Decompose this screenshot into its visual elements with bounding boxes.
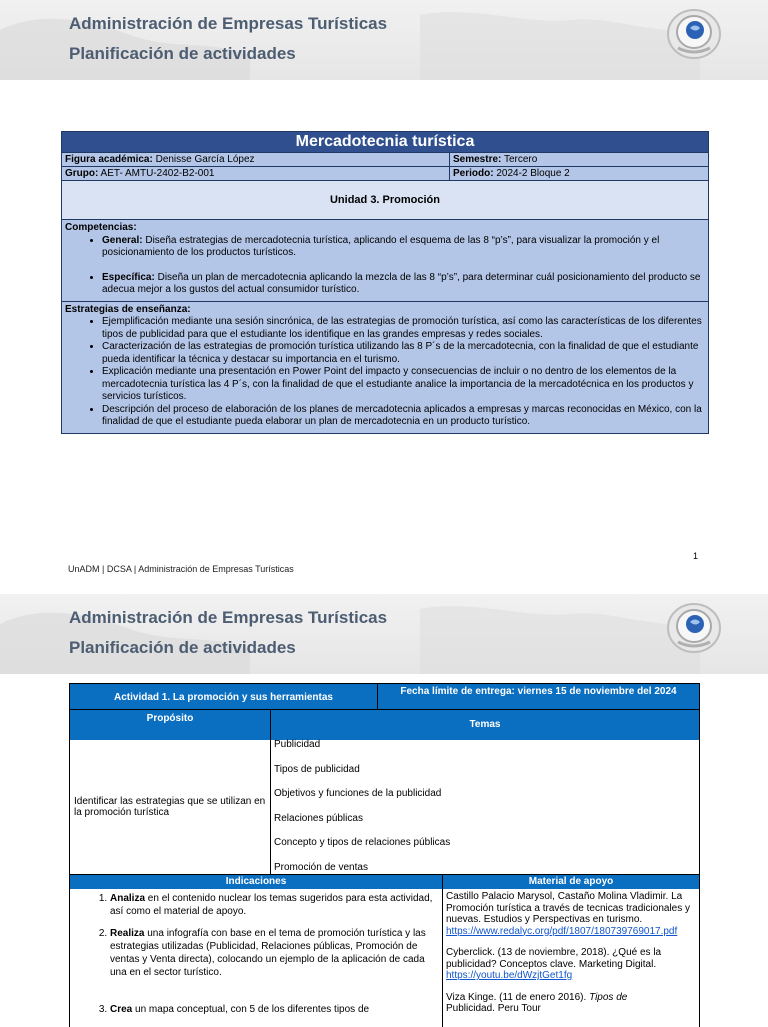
figura-value: Denisse García López bbox=[152, 154, 255, 165]
material-link[interactable]: https://www.redalyc.org/pdf/1807/180739769017.pdf bbox=[446, 925, 678, 937]
material-link[interactable]: https://youtu.be/dWzjtGet1fg bbox=[446, 970, 573, 981]
material-item: Castillo Palacio Marysol, Castaño Molina Vladimir. La Promoción turística a través de tecnicas tradicionales y nuevas. Estudios y Perspectivas en turismo. https://www.redalyc.org/pdf/1807/180739769017.pdf bbox=[446, 891, 690, 937]
page-header-banner bbox=[0, 0, 768, 80]
activity-table bbox=[69, 683, 700, 1027]
material-item: Viza Kinge. (11 de enero 2016). Tipos de Publicidad. Peru Tour bbox=[446, 991, 628, 1014]
tema-item: Concepto y tipos de relaciones públicas bbox=[274, 837, 451, 849]
indicaciones-header: Indicaciones bbox=[69, 875, 442, 889]
tema-item: Relaciones públicas bbox=[274, 812, 363, 824]
estrategias-section bbox=[62, 302, 708, 433]
indicacion-item: 1. Analiza en el contenido nuclear los temas sugeridos para esta actividad, así como el material de apoyo. bbox=[110, 892, 442, 918]
activity-title: Actividad 1. La promoción y sus herramientas bbox=[69, 683, 377, 710]
competencia-general: • General: Diseña estrategias de mercadotecnia turística, aplicando el esquema de las 8 “p’s”, para visualizar la promoción y el posicionamiento de los productos turísticos. bbox=[102, 235, 705, 260]
unit-title: Unidad 3. Promoción bbox=[62, 181, 708, 220]
estrategia-item: • Ejemplificación mediante una sesión sincrónica, de las estrategias de promoción turística, así como las características de los diferentes tipos de publicidad para que el estudiante los identifique en las grandes empresas y redes sociales. bbox=[102, 316, 705, 341]
estrategias-label: Estrategias de enseñanza: bbox=[65, 303, 191, 315]
document-subtitle: Planificación de actividades bbox=[69, 638, 296, 657]
material-item: Cyberclick. (13 de noviembre, 2018). ¿Qué es la publicidad? Conceptos clave. Marketing Digital. https://youtu.be/dWzjtGet1fg bbox=[446, 947, 662, 981]
temas-list bbox=[271, 740, 699, 874]
program-title: Administración de Empresas Turísticas bbox=[69, 14, 388, 33]
estrategia-item: • Explicación mediante una presentación en Power Point del impacto y consecuencias de incluir o no dentro de los elementos de la mercadotecnia turística las 4 P´s, con la finalidad de que el estudiante analice la importancia de la mercadotécnica en los productos y servicios turísticos. bbox=[102, 366, 705, 404]
tema-item: Publicidad bbox=[274, 739, 321, 750]
course-info-table bbox=[61, 131, 709, 434]
material-header: Material de apoyo bbox=[442, 875, 700, 889]
page-footer: UnADM | DCSA | Administración de Empresas Turísticas bbox=[68, 564, 294, 574]
competencias-label: Competencias: bbox=[65, 222, 137, 233]
unadm-logo-icon bbox=[666, 600, 722, 656]
document-subtitle: Planificación de actividades bbox=[69, 44, 296, 63]
estrategia-item: • Descripción del proceso de elaboración de los planes de mercadotecnia aplicados a empresas y marcas reconocidas en México, con la finalidad de que el estudiante pueda elaborar un plan de mercadotecnia en un producto turístico. bbox=[102, 404, 705, 429]
indicaciones-list bbox=[70, 889, 443, 1027]
due-date: Fecha límite de entrega: viernes 15 de noviembre del 2024 bbox=[377, 683, 700, 710]
proposito-text: Identificar las estrategias que se utilizan en la promoción turística bbox=[70, 740, 271, 874]
semestre-value: Tercero bbox=[501, 154, 538, 165]
competencias-section bbox=[62, 220, 708, 302]
page-header-banner-2 bbox=[0, 594, 768, 674]
info-row-2 bbox=[62, 167, 708, 181]
tema-item: Objetivos y funciones de la publicidad bbox=[274, 788, 442, 800]
grupo-label: Grupo: bbox=[65, 168, 99, 179]
proposito-header: Propósito bbox=[69, 710, 270, 740]
page-number: 1 bbox=[693, 551, 699, 561]
competencia-especifica: • Específica: Diseña un plan de mercadotecnia aplicando la mezcla de las 8 “p’s”, para determinar cuál posicionamiento del producto se adecua mejor a los gustos del actual consumidor turístico. bbox=[102, 272, 705, 297]
semestre-label: Semestre: bbox=[453, 154, 502, 165]
tema-item: Promoción de ventas bbox=[274, 861, 368, 873]
estrategia-item: • Caracterización de las estrategias de promoción turística utilizando las 8 P´s de la mercadotecnia, con la finalidad de que el estudiante pueda identificar la técnica y destacar su importancia en el turismo. bbox=[102, 341, 705, 366]
world-map-background bbox=[0, 0, 768, 80]
grupo-value: AET- AMTU-2402-B2-001 bbox=[98, 168, 215, 179]
indicacion-item: 2. Realiza una infografía con base en el tema de promoción turística y las estrategias utilizadas (Publicidad, Relaciones públicas, Promoción de ventas y Venta directa), colocando un ejemplo de la aplicación de cada una en el sector turístico. bbox=[110, 927, 442, 979]
unadm-logo-icon bbox=[666, 6, 722, 62]
material-list bbox=[443, 889, 699, 1027]
tema-item: Tipos de publicidad bbox=[274, 763, 360, 775]
periodo-value: 2024-2 Bloque 2 bbox=[493, 168, 570, 179]
info-row-1 bbox=[62, 153, 708, 167]
course-title: Mercadotecnia turística bbox=[62, 132, 708, 153]
indicacion-item: 3. Crea un mapa conceptual, con 5 de los diferentes tipos de bbox=[110, 1003, 442, 1016]
program-title: Administración de Empresas Turísticas bbox=[69, 608, 388, 627]
world-map-background bbox=[0, 594, 768, 674]
temas-header: Temas bbox=[270, 710, 700, 740]
periodo-label: Periodo: bbox=[453, 168, 494, 179]
figura-label: Figura académica: bbox=[65, 154, 153, 165]
